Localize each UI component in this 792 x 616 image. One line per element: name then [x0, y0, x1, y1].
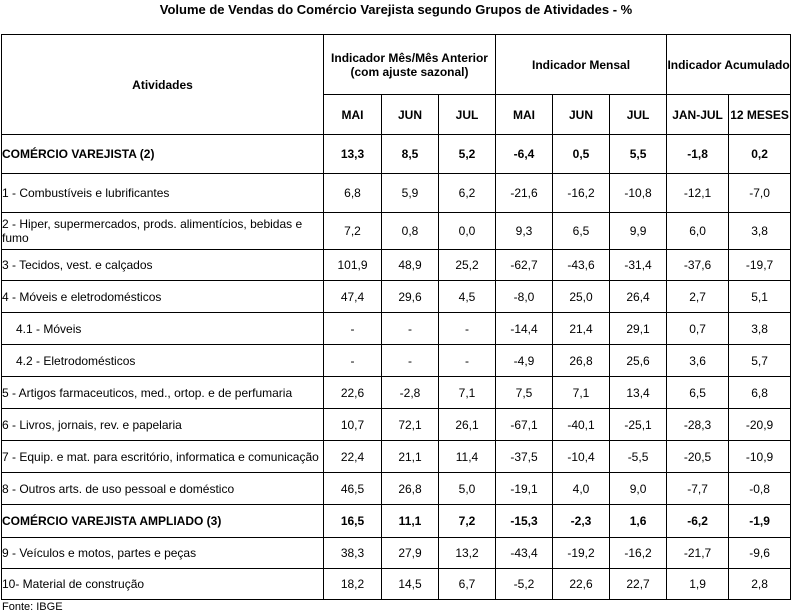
value-cell: 47,4 [324, 281, 382, 313]
value-cell: -5,2 [496, 569, 553, 600]
value-cell: -15,3 [496, 505, 553, 538]
subheader-cell: JUL [610, 95, 667, 135]
header-atividades: Atividades [2, 35, 324, 135]
value-cell: 48,9 [382, 250, 439, 281]
value-cell: 6,8 [729, 377, 791, 409]
value-cell: 6,5 [553, 213, 610, 250]
activity-label: 9 - Veículos e motos, partes e peças [2, 538, 324, 569]
value-cell: 46,5 [324, 473, 382, 505]
value-cell: 38,3 [324, 538, 382, 569]
value-cell: 14,5 [382, 569, 439, 600]
value-cell: 13,2 [439, 538, 496, 569]
table-row [2, 250, 791, 281]
value-cell: 25,6 [610, 345, 667, 377]
value-cell: -43,6 [553, 250, 610, 281]
value-cell: 5,5 [610, 135, 667, 174]
table-title: Volume de Vendas do Comércio Varejista segundo Grupos de Atividades - % [159, 2, 633, 17]
value-cell: 25,0 [553, 281, 610, 313]
value-cell: -31,4 [610, 250, 667, 281]
value-cell: 6,7 [439, 569, 496, 600]
value-cell: -21,7 [667, 538, 729, 569]
value-cell: -19,2 [553, 538, 610, 569]
table-row [2, 174, 791, 213]
value-cell: -2,8 [382, 377, 439, 409]
activity-label: 10- Material de construção [2, 569, 324, 600]
value-cell: 1,9 [667, 569, 729, 600]
value-cell: -0,8 [729, 473, 791, 505]
value-cell: 29,1 [610, 313, 667, 345]
value-cell: 6,5 [667, 377, 729, 409]
value-cell: 9,0 [610, 473, 667, 505]
value-cell: -14,4 [496, 313, 553, 345]
header-indicador-mensal: Indicador Mensal [496, 35, 667, 95]
value-cell: 72,1 [382, 409, 439, 441]
value-cell: 27,9 [382, 538, 439, 569]
value-cell: 22,4 [324, 441, 382, 473]
value-cell: 3,6 [667, 345, 729, 377]
value-cell: 3,8 [729, 313, 791, 345]
activity-label: 3 - Tecidos, vest. e calçados [2, 250, 324, 281]
value-cell: 18,2 [324, 569, 382, 600]
value-cell: 6,2 [439, 174, 496, 213]
value-cell: 0,5 [553, 135, 610, 174]
value-cell: 7,2 [439, 505, 496, 538]
activity-label: 5 - Artigos farmaceuticos, med., ortop. e de perfumaria [2, 377, 324, 409]
activity-label: 4.2 - Eletrodomésticos [2, 345, 324, 377]
value-cell: -62,7 [496, 250, 553, 281]
table-row [2, 473, 791, 505]
value-cell: 25,2 [439, 250, 496, 281]
value-cell: 21,4 [553, 313, 610, 345]
value-cell: 11,4 [439, 441, 496, 473]
value-cell: 5,7 [729, 345, 791, 377]
value-cell: 5,9 [382, 174, 439, 213]
value-cell: 10,7 [324, 409, 382, 441]
activity-label: 7 - Equip. e mat. para escritório, informatica e comunicação [2, 441, 324, 473]
header-mes-mes-anterior: Indicador Mês/Mês Anterior (com ajuste sazonal) [324, 35, 496, 95]
value-cell: - [324, 313, 382, 345]
value-cell: 22,7 [610, 569, 667, 600]
value-cell: -7,7 [667, 473, 729, 505]
value-cell: 13,4 [610, 377, 667, 409]
value-cell: 21,1 [382, 441, 439, 473]
table-row [2, 569, 791, 600]
value-cell: 22,6 [553, 569, 610, 600]
value-cell: -8,0 [496, 281, 553, 313]
value-cell: 29,6 [382, 281, 439, 313]
subheader-cell: JAN-JUL [667, 95, 729, 135]
value-cell: -19,7 [729, 250, 791, 281]
source-note: Fonte: IBGE [2, 601, 63, 613]
value-cell: 2,8 [729, 569, 791, 600]
value-cell: 13,3 [324, 135, 382, 174]
value-cell: 6,8 [324, 174, 382, 213]
value-cell: 7,2 [324, 213, 382, 250]
value-cell: -40,1 [553, 409, 610, 441]
subheader-cell: JUN [553, 95, 610, 135]
value-cell: 5,1 [729, 281, 791, 313]
value-cell: -5,5 [610, 441, 667, 473]
table-row [2, 409, 791, 441]
value-cell: -20,5 [667, 441, 729, 473]
header-indicador-acumulado: Indicador Acumulado [667, 35, 791, 95]
value-cell: 0,8 [382, 213, 439, 250]
value-cell: 26,1 [439, 409, 496, 441]
value-cell: -1,8 [667, 135, 729, 174]
value-cell: -10,9 [729, 441, 791, 473]
subheader-cell: 12 MESES [729, 95, 791, 135]
value-cell: 26,8 [382, 473, 439, 505]
value-cell: -1,9 [729, 505, 791, 538]
subheader-cell: MAI [324, 95, 382, 135]
activity-label: COMÉRCIO VAREJISTA (2) [2, 135, 324, 174]
table-body [2, 135, 791, 600]
value-cell: -7,0 [729, 174, 791, 213]
value-cell: -6,4 [496, 135, 553, 174]
value-cell: -16,2 [610, 538, 667, 569]
value-cell: -10,8 [610, 174, 667, 213]
value-cell: -9,6 [729, 538, 791, 569]
value-cell: 8,5 [382, 135, 439, 174]
value-cell: 3,8 [729, 213, 791, 250]
value-cell: -2,3 [553, 505, 610, 538]
value-cell: -43,4 [496, 538, 553, 569]
value-cell: 7,1 [553, 377, 610, 409]
value-cell: - [439, 345, 496, 377]
sales-volume-table [1, 34, 791, 600]
activity-label: COMÉRCIO VAREJISTA AMPLIADO (3) [2, 505, 324, 538]
value-cell: 26,4 [610, 281, 667, 313]
value-cell: -67,1 [496, 409, 553, 441]
value-cell: -37,6 [667, 250, 729, 281]
value-cell: 16,5 [324, 505, 382, 538]
value-cell: -20,9 [729, 409, 791, 441]
value-cell: 5,0 [439, 473, 496, 505]
value-cell: 7,5 [496, 377, 553, 409]
value-cell: - [382, 313, 439, 345]
value-cell: 9,3 [496, 213, 553, 250]
table-row [2, 345, 791, 377]
value-cell: 6,0 [667, 213, 729, 250]
table-row [2, 377, 791, 409]
table-row [2, 313, 791, 345]
value-cell: -25,1 [610, 409, 667, 441]
value-cell: -10,4 [553, 441, 610, 473]
value-cell: -12,1 [667, 174, 729, 213]
subheader-cell: JUN [382, 95, 439, 135]
table-row [2, 505, 791, 538]
value-cell: -21,6 [496, 174, 553, 213]
activity-label: 4.1 - Móveis [2, 313, 324, 345]
value-cell: -28,3 [667, 409, 729, 441]
value-cell: 7,1 [439, 377, 496, 409]
table-row [2, 538, 791, 569]
value-cell: 0,7 [667, 313, 729, 345]
value-cell: -37,5 [496, 441, 553, 473]
table-row [2, 213, 791, 250]
value-cell: 101,9 [324, 250, 382, 281]
value-cell: -6,2 [667, 505, 729, 538]
value-cell: 1,6 [610, 505, 667, 538]
activity-label: 6 - Livros, jornais, rev. e papelaria [2, 409, 324, 441]
value-cell: 22,6 [324, 377, 382, 409]
value-cell: 0,2 [729, 135, 791, 174]
value-cell: 9,9 [610, 213, 667, 250]
activity-label: 2 - Hiper, supermercados, prods. alimentícios, bebidas e fumo [2, 213, 324, 250]
value-cell: - [382, 345, 439, 377]
value-cell: 0,0 [439, 213, 496, 250]
activity-label: 1 - Combustíveis e lubrificantes [2, 174, 324, 213]
value-cell: 5,2 [439, 135, 496, 174]
value-cell: 11,1 [382, 505, 439, 538]
subheader-cell: JUL [439, 95, 496, 135]
table-row [2, 281, 791, 313]
activity-label: 8 - Outros arts. de uso pessoal e doméstico [2, 473, 324, 505]
value-cell: 4,0 [553, 473, 610, 505]
value-cell: -19,1 [496, 473, 553, 505]
table-row [2, 441, 791, 473]
value-cell: -4,9 [496, 345, 553, 377]
value-cell: - [324, 345, 382, 377]
table-row [2, 135, 791, 174]
activity-label: 4 - Móveis e eletrodomésticos [2, 281, 324, 313]
subheader-cell: MAI [496, 95, 553, 135]
value-cell: - [439, 313, 496, 345]
value-cell: -16,2 [553, 174, 610, 213]
value-cell: 2,7 [667, 281, 729, 313]
value-cell: 4,5 [439, 281, 496, 313]
value-cell: 26,8 [553, 345, 610, 377]
